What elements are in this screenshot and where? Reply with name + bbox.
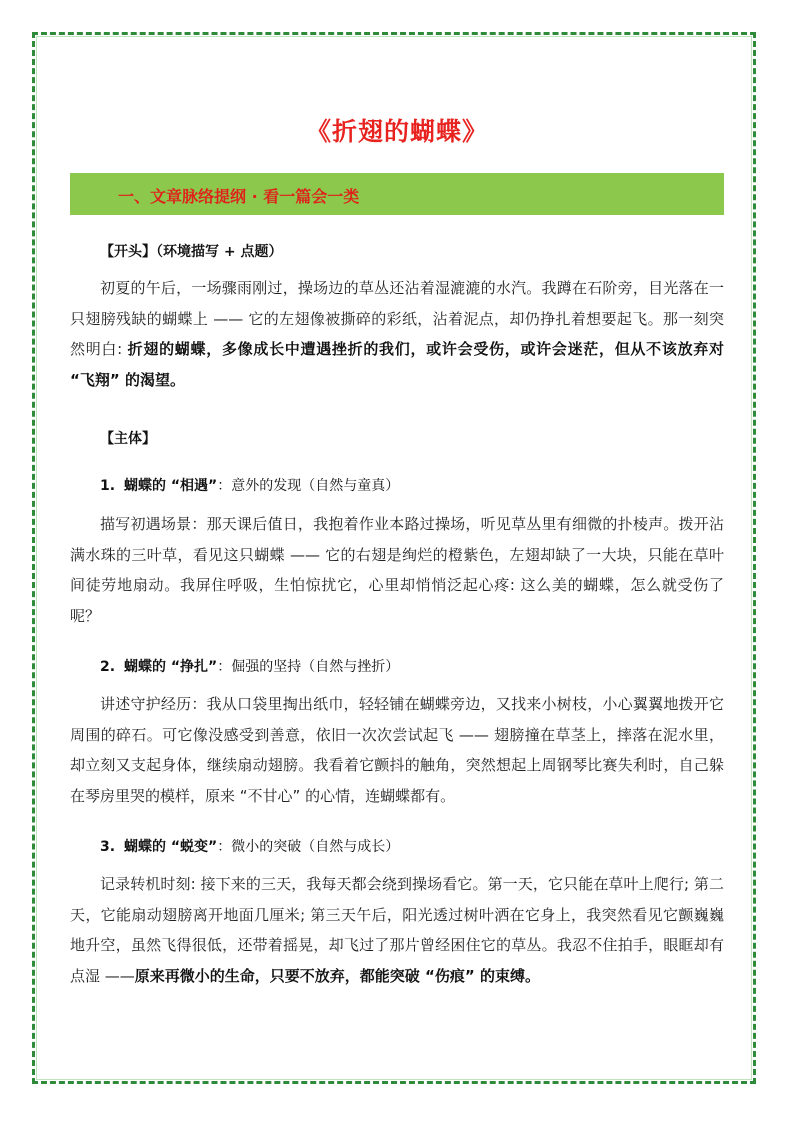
opening-paragraph: [70, 273, 724, 395]
section-header-bar: [70, 173, 724, 215]
body-paragraph-3-text: 记录转机时刻: 接下来的三天，我每天都会绕到操场看它。第一天，它只能在草叶上爬行; 第二天，它能扇动翅膀离开地面几厘米; 第三天午后，阳光透过树叶洒在它身上，我突然看见它颤巍巍地升空，虽然飞得很低，还带着摇晃，却飞过了那片曾经困住它的草丛。我忍不住拍手，眼眶却有点湿 ——: [70, 875, 724, 985]
body-paragraph-3-emphasis: 原来再微小的生命，只要不放弃，都能突破 “伤痕” 的束缚。: [134, 966, 540, 985]
subheading-1-number: 1.: [100, 478, 116, 494]
subheading-2-rest: ：倔强的坚持（自然与挫折）: [217, 659, 400, 675]
opening-text-emphasis: 折翅的蝴蝶，多像成长中遭遇挫折的我们，或许会受伤，或许会迷茫，但从不该放弃对 “飞翔” 的渴望。: [70, 340, 724, 389]
page-title: 《折翅的蝴蝶》: [305, 117, 488, 146]
opening-label: 【开头】（环境描写 + 点题）: [100, 244, 283, 260]
subheading-1-rest: ：意外的发现（自然与童真）: [217, 478, 400, 494]
subheading-3-number: 3.: [100, 839, 116, 855]
body-paragraph-2: 讲述守护经历：我从口袋里掏出纸巾，轻轻铺在蝴蝶旁边，又找来小树枝，小心翼翼地拨开它周围的碎石。可它像没感受到善意，依旧一次次尝试起飞 —— 翅膀撞在草茎上，摔落在泥水里，却立刻又支起身体，继续扇动翅膀。我看着它颤抖的触角，突然想起上周钢琴比赛失利时，自己躲在琴房里哭的模样，原来 “不甘心” 的心情，连蝴蝶都有。: [70, 695, 724, 805]
subheading-3: [100, 836, 399, 856]
subheading-2-title: 蝴蝶的 “挣扎”: [123, 659, 218, 675]
subheading-1: [100, 475, 399, 495]
opening-text: 初夏的午后，一场骤雨刚过，操场边的草丛还沾着湿漉漉的水汽。我蹲在石阶旁，目光落在一只翅膀残缺的蝴蝶上 —— 它的左翅像被撕碎的彩纸，沾着泥点，却仍挣扎着想要起飞。那一刻突然明白:: [70, 279, 724, 358]
section-header-label: 一、文章脉络提纲 · 看一篇会一类: [118, 187, 360, 206]
subheading-2: [100, 656, 399, 676]
subheading-3-title: 蝴蝶的 “蜕变”: [123, 839, 218, 855]
subheading-1-title: 蝴蝶的 “相遇”: [123, 478, 218, 494]
subheading-3-rest: ：微小的突破（自然与成长）: [217, 839, 400, 855]
body-paragraph-3: [70, 869, 724, 991]
subheading-2-number: 2.: [100, 659, 116, 675]
body-paragraph-1: 描写初遇场景：那天课后值日，我抱着作业本路过操场，听见草丛里有细微的扑棱声。拨开沾满水珠的三叶草，看见这只蝴蝶 —— 它的右翅是绚烂的橙紫色，左翅却缺了一大块，只能在草叶间徒劳地扇动。我屏住呼吸，生怕惊扰它，心里却悄悄泛起心疼: 这么美的蝴蝶，怎么就受伤了呢？: [70, 515, 724, 625]
body-label: 【主体】: [100, 431, 156, 447]
